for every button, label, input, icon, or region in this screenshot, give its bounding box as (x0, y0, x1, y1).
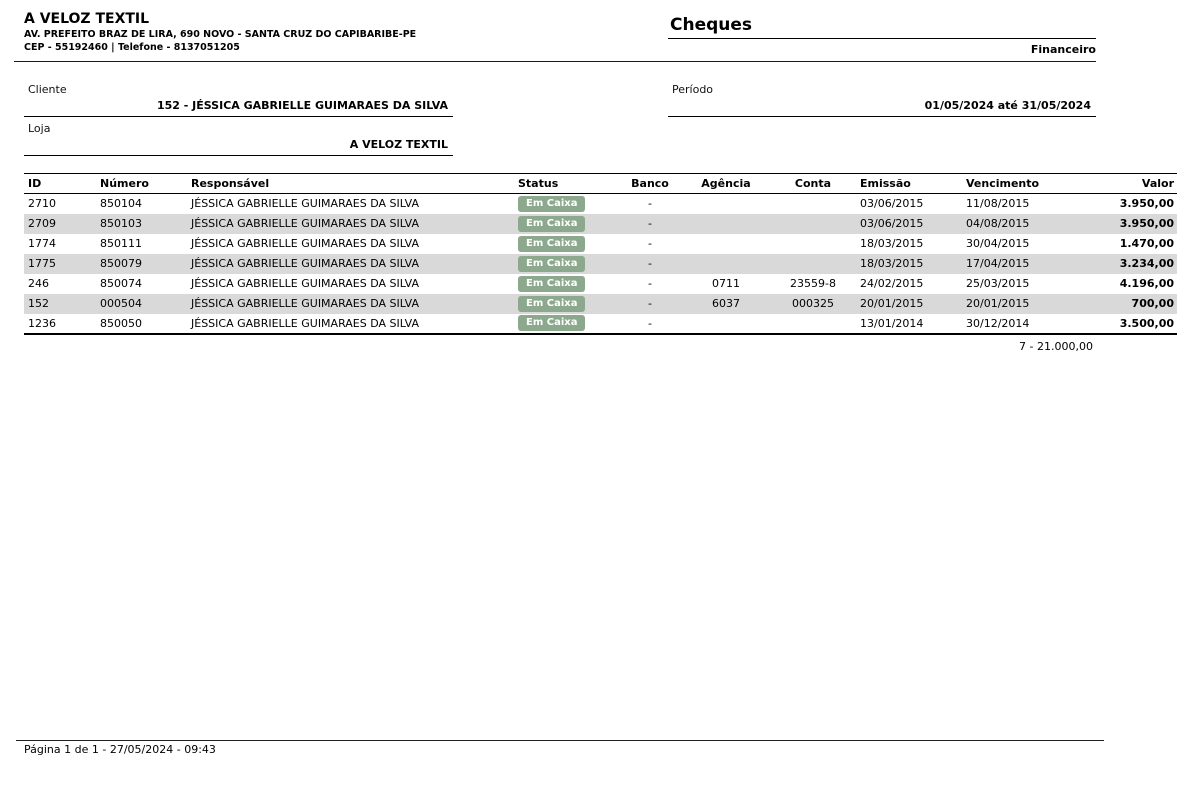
cell-banco: - (648, 237, 652, 250)
cell-responsavel: JÉSSICA GABRIELLE GUIMARAES DA SILVA (191, 316, 420, 330)
filter-fields (24, 80, 1096, 160)
column-header-id: ID (28, 177, 42, 190)
cell-conta (770, 214, 856, 234)
cell-agencia (682, 194, 770, 214)
cell-numero: 850079 (100, 257, 142, 270)
cell-agencia (682, 234, 770, 254)
cell-banco: - (648, 197, 652, 211)
cell-status (512, 194, 618, 214)
cell-status (512, 214, 618, 234)
company-name: A VELOZ TEXTIL (24, 11, 150, 27)
loja-label: Loja (28, 122, 51, 135)
cell-conta (770, 194, 856, 214)
cell-agencia: 6037 (712, 297, 740, 310)
table-row (24, 194, 1177, 214)
cell-agencia (682, 314, 770, 334)
column-header-valor: Valor (1141, 177, 1174, 190)
cell-conta: 000325 (792, 297, 834, 310)
table-row (24, 314, 1177, 334)
column-header-banco: Banco (631, 177, 669, 190)
cell-agencia (682, 214, 770, 234)
periodo-value: 01/05/2024 até 31/05/2024 (924, 99, 1091, 112)
column-header-vencimento: Vencimento (966, 177, 1040, 190)
table-row (24, 234, 1177, 254)
cell-numero: 850104 (100, 197, 142, 211)
cell-emissao: 18/03/2015 (860, 237, 924, 250)
cheques-table (24, 173, 1177, 335)
cell-valor: 3.950,00 (1119, 217, 1174, 230)
cell-status (512, 234, 618, 254)
report-module-label: Financeiro (1030, 43, 1096, 56)
cell-id: 2710 (28, 197, 56, 211)
cliente-label: Cliente (28, 83, 67, 96)
company-address: AV. PREFEITO BRAZ DE LIRA, 690 NOVO - SANTA CRUZ DO CAPIBARIBE-PE (24, 29, 417, 40)
cell-vencimento: 04/08/2015 (966, 217, 1030, 230)
header-divider (14, 61, 1096, 62)
cell-vencimento: 17/04/2015 (966, 257, 1030, 270)
cell-conta (770, 234, 856, 254)
column-header-conta: Conta (794, 177, 832, 190)
cell-emissao: 03/06/2015 (860, 197, 924, 211)
cell-responsavel: JÉSSICA GABRIELLE GUIMARAES DA SILVA (191, 297, 420, 310)
cell-responsavel: JÉSSICA GABRIELLE GUIMARAES DA SILVA (191, 217, 420, 230)
report-title-block (668, 8, 1096, 56)
periodo-label: Período (672, 83, 714, 96)
field-loja (24, 119, 453, 156)
cell-numero: 000504 (100, 297, 142, 310)
cell-id: 1775 (28, 257, 56, 270)
cell-agencia: 0711 (712, 277, 740, 290)
cell-valor: 3.500,00 (1119, 316, 1174, 330)
field-periodo (668, 80, 1096, 117)
cell-vencimento: 11/08/2015 (966, 197, 1030, 211)
cell-emissao: 18/03/2015 (860, 257, 924, 270)
cell-banco: - (648, 277, 652, 290)
cell-responsavel: JÉSSICA GABRIELLE GUIMARAES DA SILVA (191, 257, 420, 270)
cell-banco: - (648, 217, 652, 230)
cell-banco: - (648, 257, 652, 270)
company-cep-phone: CEP - 55192460 | Telefone - 8137051205 (24, 42, 240, 53)
column-header-emissao: Emissão (860, 177, 911, 190)
cell-numero: 850111 (100, 237, 142, 250)
cell-responsavel: JÉSSICA GABRIELLE GUIMARAES DA SILVA (191, 197, 420, 211)
cell-emissao: 03/06/2015 (860, 217, 924, 230)
status-badge: Em Caixa (518, 236, 585, 252)
cell-id: 2709 (28, 217, 56, 230)
cell-status (512, 294, 618, 314)
cell-id: 1774 (28, 237, 56, 250)
table-row (24, 214, 1177, 234)
cell-valor: 3.234,00 (1119, 257, 1174, 270)
status-badge: Em Caixa (518, 256, 585, 272)
cell-valor: 700,00 (1131, 297, 1174, 310)
cell-status (512, 314, 618, 334)
cell-responsavel: JÉSSICA GABRIELLE GUIMARAES DA SILVA (191, 277, 420, 290)
cell-status (512, 274, 618, 294)
cliente-value: 152 - JÉSSICA GABRIELLE GUIMARAES DA SILVA (156, 99, 448, 112)
cell-responsavel: JÉSSICA GABRIELLE GUIMARAES DA SILVA (191, 237, 420, 250)
cell-banco: - (648, 316, 652, 330)
table-row (24, 254, 1177, 274)
cell-numero: 850050 (100, 316, 142, 330)
cell-vencimento: 30/04/2015 (966, 237, 1030, 250)
status-badge: Em Caixa (518, 196, 585, 212)
company-block (24, 8, 416, 56)
cell-conta (770, 314, 856, 334)
cell-banco: - (648, 297, 652, 310)
footer-text: Página 1 de 1 - 27/05/2024 - 09:43 (24, 743, 216, 756)
status-badge: Em Caixa (518, 296, 585, 312)
cell-emissao: 13/01/2014 (860, 316, 924, 330)
cell-id: 246 (28, 277, 49, 290)
table-summary: 7 - 21.000,00 (1019, 339, 1093, 353)
page-footer (16, 740, 1104, 756)
cell-vencimento: 25/03/2015 (966, 277, 1030, 290)
column-header-numero: Número (100, 177, 149, 190)
cheques-table-section (24, 173, 1174, 353)
cheques-table-body (24, 194, 1177, 334)
cell-vencimento: 30/12/2014 (966, 316, 1030, 330)
cell-status (512, 254, 618, 274)
cell-emissao: 24/02/2015 (860, 277, 924, 290)
loja-value: A VELOZ TEXTIL (349, 138, 448, 151)
cell-vencimento: 20/01/2015 (966, 297, 1030, 310)
report-header (24, 8, 1096, 56)
cell-conta (770, 254, 856, 274)
cell-valor: 4.196,00 (1119, 277, 1174, 290)
cell-valor: 3.950,00 (1119, 197, 1174, 211)
column-header-responsavel: Responsável (191, 177, 270, 190)
cell-emissao: 20/01/2015 (860, 297, 924, 310)
column-header-agencia: Agência (701, 177, 751, 190)
table-header-row (24, 174, 1177, 194)
cell-numero: 850103 (100, 217, 142, 230)
cell-numero: 850074 (100, 277, 142, 290)
cell-id: 152 (28, 297, 49, 310)
column-header-status: Status (518, 177, 559, 190)
status-badge: Em Caixa (518, 216, 585, 232)
report-title: Cheques (668, 8, 1096, 39)
status-badge: Em Caixa (518, 276, 585, 292)
cell-agencia (682, 254, 770, 274)
cell-valor: 1.470,00 (1119, 237, 1174, 250)
table-row (24, 294, 1177, 314)
table-row (24, 274, 1177, 294)
status-badge: Em Caixa (518, 315, 585, 331)
cell-id: 1236 (28, 316, 56, 330)
field-cliente (24, 80, 453, 117)
cell-conta: 23559-8 (790, 277, 836, 290)
cheques-table-head (24, 174, 1177, 194)
